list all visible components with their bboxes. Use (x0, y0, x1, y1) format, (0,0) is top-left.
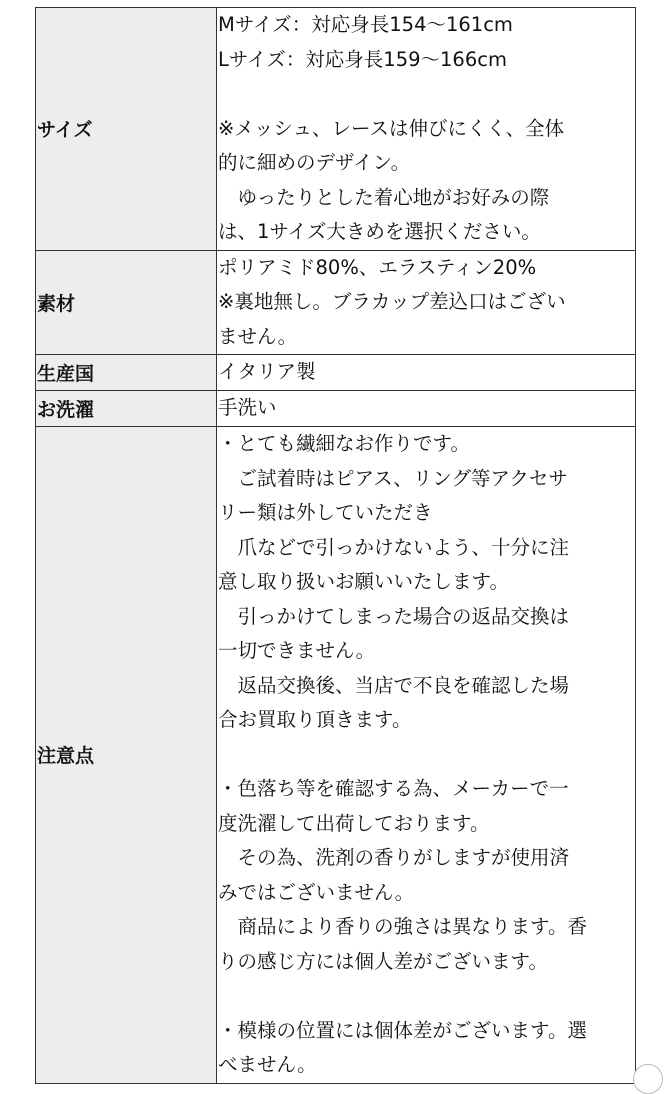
spec-text-line: 度洗濯して出荷しております。 (218, 811, 490, 835)
spec-label-notes: 注意点 (36, 427, 217, 1084)
spec-text-line: Lサイズ：対応身長159〜166cm (218, 47, 507, 71)
spec-text-line: Mサイズ：対応身長154〜161cm (218, 13, 513, 36)
spec-text-line: りの感じ方には個人差がございます。 (218, 949, 548, 973)
spec-text-line: イタリア製 (218, 360, 316, 383)
spec-row-notes (36, 427, 636, 1084)
spec-text-line: 爪などで引っかけないよう、十分に注 (218, 535, 570, 559)
spec-text-line: ・色落ち等を確認する為、メーカーで一 (218, 777, 569, 800)
spec-text-line: ポリアミド80%、エラスティン20% (218, 255, 537, 279)
spec-row-country (36, 355, 636, 391)
spec-text-line: 的に細めのデザイン。 (218, 151, 411, 174)
spec-label-country: 生産国 (36, 355, 217, 391)
spec-text-line: ・とても繊細なお作りです。 (218, 432, 470, 455)
spec-text-line: ※メッシュ、レースは伸びにくく、全体 (218, 116, 565, 140)
spec-blank-line (218, 979, 635, 1014)
spec-blank-line (218, 738, 635, 773)
spec-value-washing (217, 391, 636, 427)
spec-text-line: 一切できません。 (218, 639, 376, 662)
product-spec-table (35, 7, 636, 1084)
spec-label-washing: お洗濯 (36, 391, 217, 427)
scroll-to-top-button[interactable] (633, 1064, 663, 1094)
spec-label-material: 素材 (36, 250, 217, 355)
spec-value-size (217, 8, 636, 251)
spec-text-line: ・模様の位置には個体差がございます。選 (218, 1018, 587, 1042)
spec-text-line: ゆったりとした着心地がお好みの際 (218, 185, 550, 209)
spec-text-line: は、1サイズ大きめを選択ください。 (218, 220, 541, 243)
spec-row-washing (36, 391, 636, 427)
spec-text-line: ません。 (218, 324, 298, 348)
spec-value-material (217, 250, 636, 355)
spec-text-line: リー類は外していただき (218, 501, 433, 524)
spec-value-country (217, 355, 636, 391)
spec-text-line: その為、洗剤の香りがしますが使用済 (218, 846, 570, 869)
spec-label-size: サイズ (36, 8, 217, 251)
spec-text-line: 商品により香りの強さは異なります。香 (218, 915, 587, 938)
spec-text-line: ※裏地無し。ブラカップ差込口はござい (218, 290, 566, 313)
spec-text-line: べません。 (218, 1053, 317, 1076)
spec-text-line: 引っかけてしまった場合の返品交換は (218, 604, 570, 628)
spec-row-size (36, 8, 636, 251)
spec-blank-line (218, 77, 635, 112)
spec-row-material (36, 250, 636, 355)
spec-value-notes (217, 427, 636, 1084)
spec-text-line: ご試着時はピアス、リング等アクセサ (218, 466, 568, 490)
spec-text-line: みではございません。 (218, 880, 415, 904)
spec-text-line: 返品交換後、当店で不良を確認した場 (218, 673, 570, 697)
spec-text-line: 合お買取り頂きます。 (218, 708, 412, 731)
spec-text-line: 意し取り扱いお願いいたします。 (218, 570, 509, 593)
spec-text-line: 手洗い (218, 396, 277, 419)
